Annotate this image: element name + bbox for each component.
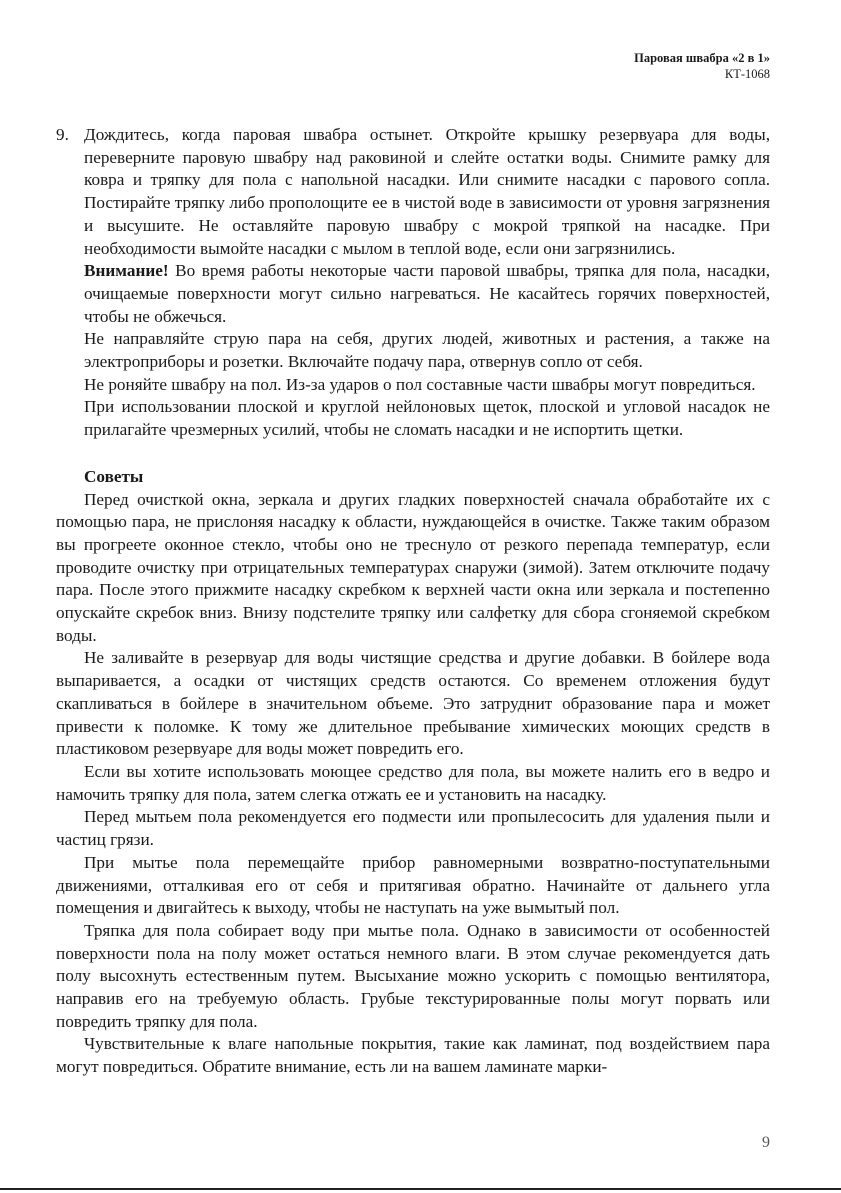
list-item-9 xyxy=(56,124,770,442)
warning-text: Во время работы некоторые части паровой швабры, тряпка для пола, насадки, очищаемые поверхности могут сильно нагреваться. Не касайтесь горячих поверхностей, чтобы не обжечься. xyxy=(84,261,770,326)
item9-paragraph: Дождитесь, когда паровая швабра остынет. Откройте крышку резервуара для воды, переверните паровую швабру над раковиной и слейте остатки воды. Снимите рамку для ковра и тряпку для пола с напольной насадки. Или снимите насадки с парового сопла. Постирайте тряпку либо прополощите ее в чистой воде в зависимости от уровня загрязнения и высушите. Не оставляйте паровую швабру с мокрой тряпкой на насадке. При необходимости вымойте насадки с мылом в теплой воде, если они загрязнились. xyxy=(84,125,770,258)
bottom-divider xyxy=(0,1188,841,1190)
list-item-number: 9. xyxy=(56,125,69,144)
page-number: 9 xyxy=(762,1134,770,1151)
tips-heading: Советы xyxy=(84,466,144,486)
tips-paragraph: Тряпка для пола собирает воду при мытье пола. Однако в зависимости от особенностей поверхности пола на полу может остаться немного влаги. В этом случае рекомендуется дать полу высохнуть естественным путем. Высыхание можно ускорить с помощью вентилятора, направив его на требуемую область. Грубые текстурированные полы могут порвать или повредить тряпку для пола. xyxy=(56,920,770,1031)
list-item-body xyxy=(84,124,770,442)
tips-paragraph: Перед очисткой окна, зеркала и других гладких поверхностей сначала обработайте их с помощью пара, не прислоняя насадку к области, нуждающейся в очистке. Также таким образом вы прогреете оконное стекло, чтобы оно не треснуло от резкого перепада температур, если проводите очистку при отрицательных температурах снаружи (зимой). Затем отключите подачу пара. После этого прижмите насадку скребком к верхней части окна или зеркала и постепенно опускайте скребок вниз. Внизу подстелите тряпку или салфетку для сбора сгоняемой скребком воды. xyxy=(56,489,770,645)
tips-paragraph: Не заливайте в резервуар для воды чистящие средства и другие добавки. В бойлере вода выпаривается, а осадки от чистящих средств остаются. Со временем отложения будут скапливаться в бойлере в значительном объеме. Это затруднит образование пара и может привести к поломке. К тому же длительное пребывание химических моющих средств в пластиковом резервуаре для воды может повредить его. xyxy=(56,648,770,759)
tips-paragraph: Перед мытьем пола рекомендуется его подмести или пропылесосить для удаления пыли и частиц грязи. xyxy=(56,807,770,850)
product-title: Паровая швабра «2 в 1» xyxy=(634,51,770,65)
tips-paragraph: Чувствительные к влаге напольные покрытия, такие как ламинат, под воздействием пара могут повредиться. Обратите внимание, есть ли на вашем ламинате марки- xyxy=(56,1034,770,1077)
page-content xyxy=(56,124,770,1079)
note-paragraph-2: Не роняйте швабру на пол. Из-за ударов о пол составные части швабры могут повредиться. xyxy=(84,374,756,394)
tips-paragraph: При мытье пола перемещайте прибор равномерными возвратно-поступательными движениями, отталкивая его от себя и притягивая обратно. Начинайте от дальнего угла помещения и двигайтесь к выходу, чтобы не наступать на уже вымытый пол. xyxy=(56,852,770,918)
note-paragraph-1: Не направляйте струю пара на себя, других людей, животных и растения, а также на электроприборы и розетки. Включайте подачу пара, отвернув сопло от себя. xyxy=(84,329,770,372)
page-header xyxy=(634,50,770,82)
tips-paragraph: Если вы хотите использовать моющее средство для пола, вы можете налить его в ведро и намочить тряпку для пола, затем слегка отжать ее и установить на насадку. xyxy=(56,761,770,804)
note-paragraph-3: При использовании плоской и круглой нейлоновых щеток, плоской и угловой насадок не прилагайте чрезмерных усилий, чтобы не сломать насадки и не испортить щетки. xyxy=(84,397,770,440)
model-number: КТ-1068 xyxy=(724,67,770,81)
warning-label: Внимание! xyxy=(84,261,169,281)
warning-paragraph xyxy=(84,260,770,328)
